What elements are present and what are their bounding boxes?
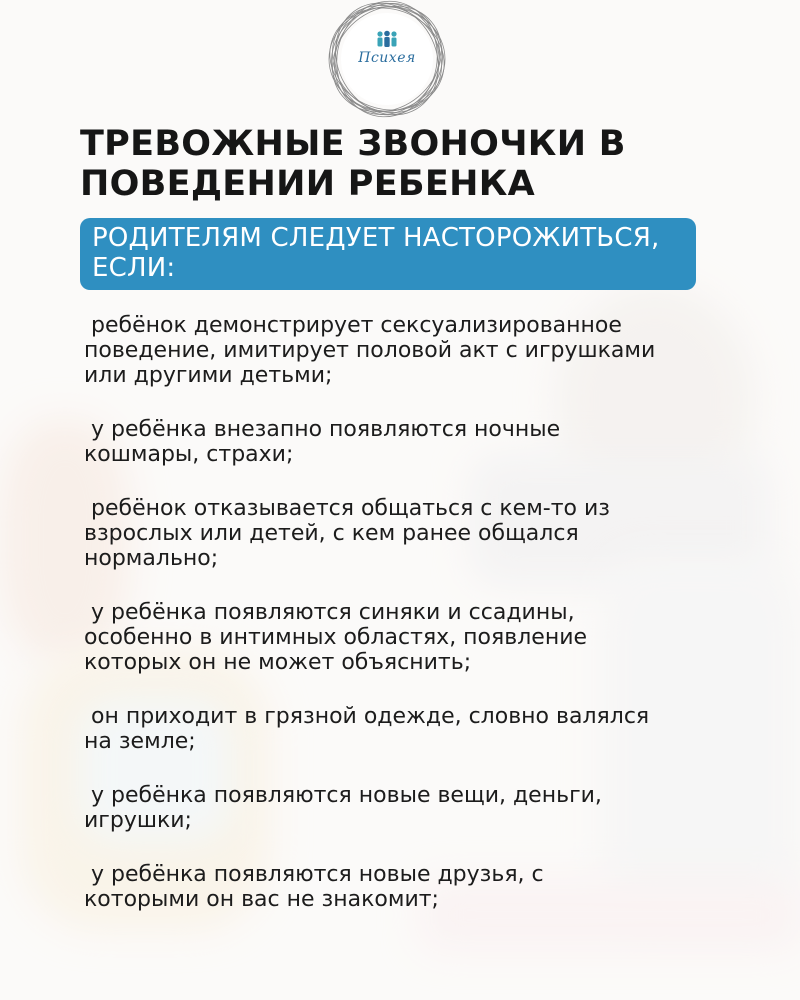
logo xyxy=(323,0,451,118)
list-item xyxy=(84,862,764,912)
item-line: которыми он вас не знакомит; xyxy=(84,887,439,912)
item-line: или другими детьми; xyxy=(84,363,333,388)
item-line: особенно в интимных областях, появление xyxy=(84,625,588,650)
item-line: которых он не может объяснить; xyxy=(84,650,472,675)
title-line-1: ТРЕВОЖНЫЕ ЗВОНОЧКИ В xyxy=(80,124,626,164)
list-item xyxy=(84,417,764,467)
people-group-icon xyxy=(375,30,399,48)
item-line: у ребёнка появляются новые вещи, деньги, xyxy=(84,783,602,808)
logo-text: Психея xyxy=(358,50,416,66)
item-line: игрушки; xyxy=(84,808,192,833)
list-item xyxy=(84,600,764,675)
item-line: у ребёнка появляются новые друзья, с xyxy=(84,862,544,887)
item-line: ребёнок демонстрирует сексуализированное xyxy=(84,313,622,338)
list-item xyxy=(84,496,764,571)
page-title xyxy=(80,124,760,204)
subtitle xyxy=(92,223,692,283)
list-item xyxy=(84,313,764,388)
item-line: нормально; xyxy=(84,546,219,571)
item-line: взрослых или детей, с кем ранее общался xyxy=(84,521,579,546)
list-item xyxy=(84,704,764,754)
item-line: поведение, имитирует половой акт с игрушками xyxy=(84,338,656,363)
item-line: на земле; xyxy=(84,729,196,754)
item-line: у ребёнка внезапно появляются ночные xyxy=(84,417,561,442)
subtitle-line-2: ЕСЛИ: xyxy=(92,253,176,283)
warning-signs-list xyxy=(84,313,764,941)
item-line: ребёнок отказывается общаться с кем-то из xyxy=(84,496,611,521)
item-line: кошмары, страхи; xyxy=(84,442,294,467)
list-item xyxy=(84,783,764,833)
item-line: у ребёнка появляются синяки и ссадины, xyxy=(84,600,575,625)
title-line-2: ПОВЕДЕНИИ РЕБЕНКА xyxy=(80,164,536,204)
item-line: он приходит в грязной одежде, словно валялся xyxy=(84,704,650,729)
subtitle-line-1: РОДИТЕЛЯМ СЛЕДУЕТ НАСТОРОЖИТЬСЯ, xyxy=(92,223,660,253)
